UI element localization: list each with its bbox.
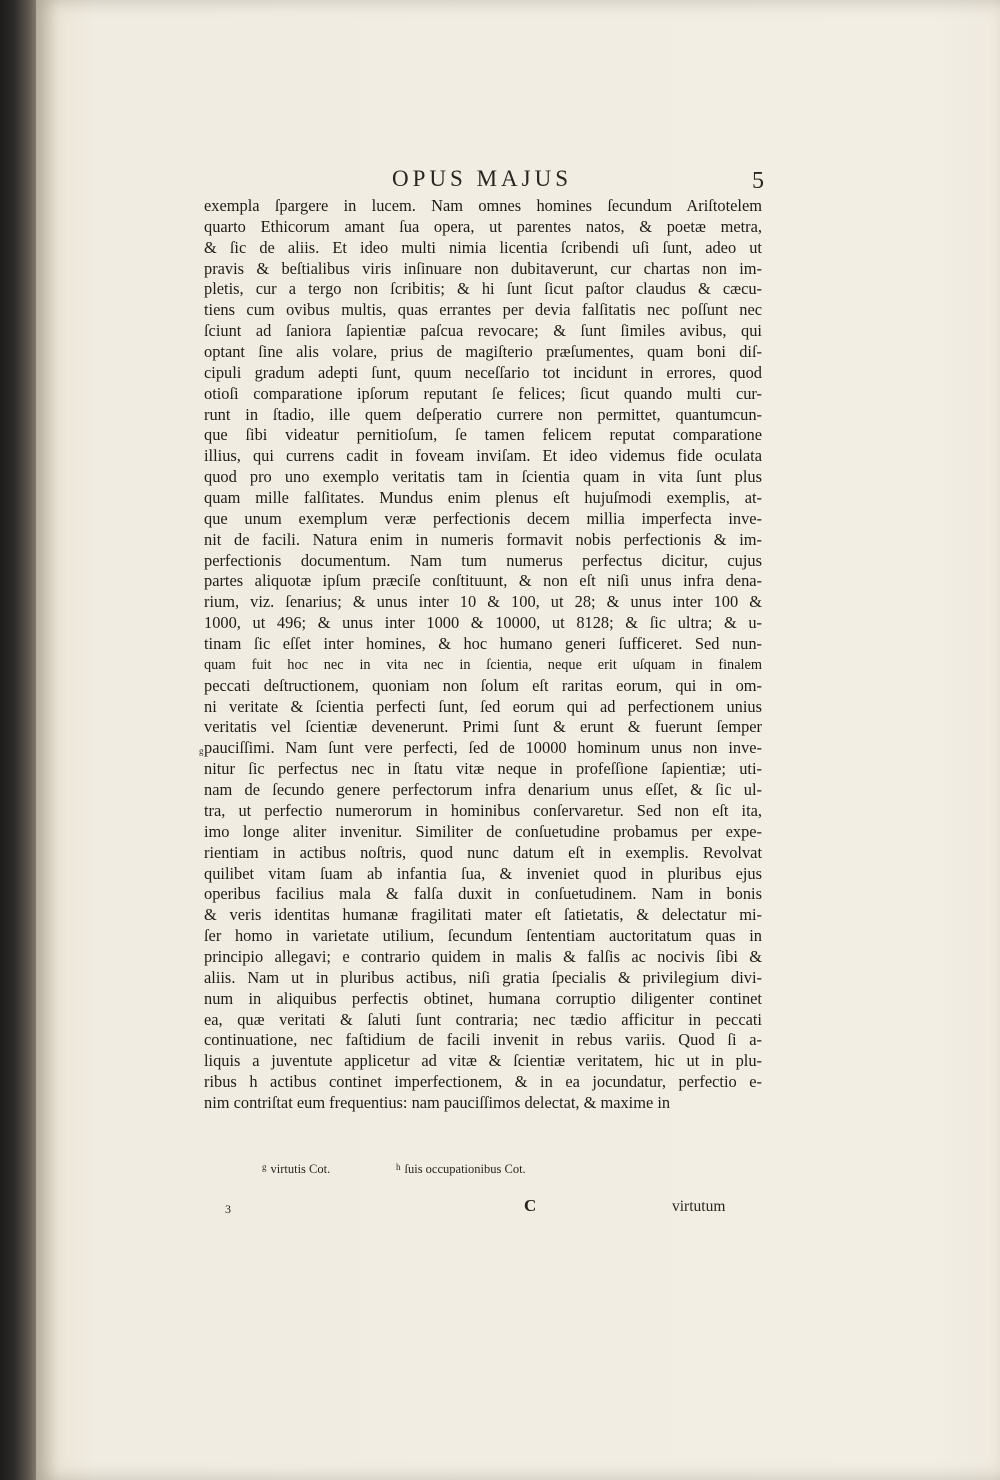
footnote-text: virtutis Cot.	[270, 1162, 331, 1176]
text-line: cipuli gradum adepti ſunt, quum neceſſario tot incidunt in errores, quod	[204, 362, 762, 382]
text-line: quam mille falſitates. Mundus enim plenus eſt hujuſmodi exemplis, at-	[204, 488, 762, 508]
text-line: exempla ſpargere in lucem. Nam omnes homines ſecundum Ariſtotelem	[204, 196, 762, 215]
catchword: virtutum	[672, 1198, 726, 1215]
text-line: quam fuit hoc nec in vita nec in ſcientia, neque erit uſquam in finalem	[204, 656, 762, 673]
text-line: rium, viz. ſenarius; & unus inter 10 & 100, ut 28; & unus inter 100 &	[204, 592, 762, 612]
body-text	[204, 196, 762, 1114]
signature-mark: C	[524, 1196, 537, 1215]
footnote-mark: g	[262, 1162, 267, 1172]
page-number: 5	[752, 168, 764, 194]
text-line: nam de ſecundo genere perfectorum infra denarium unus eſſet, & ſic ul-	[204, 780, 762, 800]
text-line: aliis. Nam ut in pluribus actibus, niſi gratia ſpecialis & privilegium divi-	[204, 967, 762, 987]
text-line: operibus facilius mala & falſa duxit in conſuetudinem. Nam in bonis	[204, 884, 762, 904]
text-line: partes aliquotæ ipſum præciſe conſtituunt, & non eſt niſi unus infra dena-	[204, 571, 762, 591]
margin-note-g: g	[199, 746, 204, 756]
text-line: nit de facili. Natura enim in numeris formavit nobis perfectionis & im-	[204, 529, 762, 549]
footnote-h	[396, 1162, 526, 1177]
text-line: principio allegavi; e contrario quidem in malis & falſis ac nocivis ſibi &	[204, 946, 762, 966]
text-line: num in aliquibus perfectis obtinet, humana corruptio diligenter continet	[204, 988, 762, 1008]
text-line: illius, qui currens cadit in foveam inviſam. Et ideo videmus fide oculata	[204, 446, 762, 466]
text-line: perfectionis documentum. Nam tum numerus perfectus dicitur, cujus	[204, 550, 762, 570]
text-line: que ſibi videatur pernitioſum, ſe tamen felicem reputat comparatione	[204, 425, 762, 445]
text-line: ea, quæ veritati & ſaluti ſunt contraria; nec tædio afficitur in peccati	[204, 1009, 762, 1029]
text-line: ni veritate & ſcientia perfecti ſunt, ſed eorum qui ad perfectionem unius	[204, 696, 762, 716]
text-line: & ſic de aliis. Et ideo multi nimia licentia ſcribendi uſi ſunt, adeo ut	[204, 237, 762, 257]
sheet-number: 3	[225, 1202, 231, 1216]
text-line: quilibet vitam ſuam ab infantia ſua, & inveniet quod in pluribus ejus	[204, 863, 762, 883]
text-line: tiens cum ovibus multis, quas errantes per devia falſitatis nec poſſunt nec	[204, 300, 762, 320]
text-line: tra, ut perfectio numerorum in hominibus conſervaretur. Sed non eſt ita,	[204, 800, 762, 820]
text-line: runt in ſtadio, ille quem deſperatio currere non permittet, quantumcun-	[204, 404, 762, 424]
text-line: liquis a juventute applicetur ad vitæ & ſcientiæ veritatem, hic ut in plu-	[204, 1051, 762, 1071]
footnotes	[0, 1162, 1000, 1182]
footnote-mark: h	[396, 1162, 401, 1172]
text-line: optant ſine alis volare, prius de magiſterio præſumentes, quam boni diſ-	[204, 342, 762, 362]
text-line: tinam ſic eſſet inter homines, & hoc humano generi ſufficeret. Sed nun-	[204, 634, 762, 654]
text-line: quarto Ethicorum amant ſua opera, ut parentes natos, & poetæ metra,	[204, 216, 762, 236]
text-line: pravis & beſtialibus viris inſinuare non dubitaverunt, cur chartas non im-	[204, 258, 762, 278]
text-line: pauciſſimi. Nam ſunt vere perfecti, ſed de 10000 hominum unus non inve-	[204, 738, 762, 758]
page-header	[200, 166, 764, 196]
text-line: nim contriſtat eum frequentius: nam pauciſſimos delectat, & maxime in	[204, 1092, 671, 1112]
footnote-text: ſuis occupationibus Cot.	[404, 1162, 526, 1176]
text-line: rientiam in actibus noſtris, quod nunc datum eſt in exemplis. Revolvat	[204, 842, 762, 862]
text-line: nitur ſic perfectus nec in ſtatu vitæ neque in profeſſione ſapientiæ; uti-	[204, 759, 762, 779]
text-line: ſciunt ad ſaniora ſapientiæ paſcua revocare; & ſunt ſimiles avibus, qui	[204, 321, 762, 341]
text-line: 1000, ut 496; & unus inter 1000 & 10000, ut 8128; & ſic ultra; & u-	[204, 613, 762, 633]
text-line: & veris identitas humanæ fragilitati mater eſt ſatietatis, & delectatur mi-	[204, 905, 762, 925]
text-line: que unum exemplum veræ perfectionis decem millia imperfecta inve-	[204, 508, 762, 528]
text-line: peccati deſtructionem, quoniam non ſolum eſt raritas eorum, qui in om-	[204, 675, 762, 695]
text-line: otioſi comparatione ipſorum reputant ſe felices; ſicut quando multi cur-	[204, 383, 762, 403]
text-line: quod pro uno exemplo veritatis tam in ſcientia quam in vita ſunt plus	[204, 467, 762, 487]
text-line: ſer homo in varietate utilium, ſecundum ſententiam auctoritatum quas in	[204, 926, 762, 946]
footnote-g	[262, 1162, 330, 1177]
text-line: ribus h actibus continet imperfectionem, & in ea jocundatur, perfectio e-	[204, 1072, 762, 1092]
text-line: pletis, cur a tergo non ſcribitis; & hi ſunt ſicut paſtor claudus & cæcu-	[204, 279, 762, 299]
text-line: veritatis vel ſcientiæ devenerunt. Primi ſunt & erunt & fuerunt ſemper	[204, 717, 762, 737]
page-footer	[0, 1196, 1000, 1222]
text-line: imo longe aliter invenitur. Similiter de conſuetudine probamus per expe-	[204, 821, 762, 841]
running-title: OPUS MAJUS	[392, 166, 572, 191]
text-line: continuatione, nec faſtidium de facili invenit in rebus variis. Quod ſi a-	[204, 1030, 762, 1050]
